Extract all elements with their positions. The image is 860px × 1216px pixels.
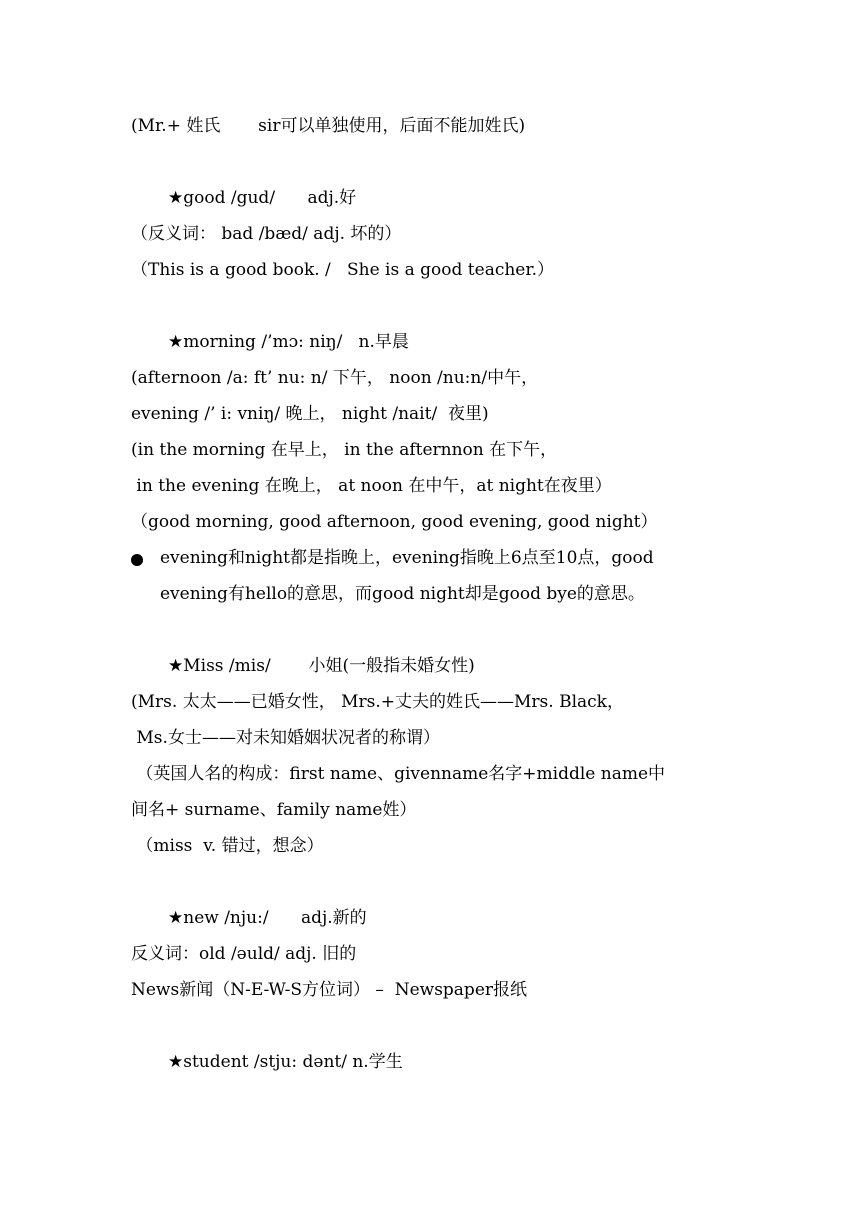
- name-structure-1: （英国人名的构成：first name、givenname名字+middle name中: [131, 764, 666, 784]
- headword-miss: ★Miss /mis/ 小姐(一般指未婚女性): [168, 656, 475, 676]
- news-note: News新闻（N-E-W-S方位词） – Newspaper报纸: [131, 980, 528, 1000]
- mr-note: (Mr.+ 姓氏 sir可以单独使用，后面不能加姓氏): [131, 116, 526, 136]
- greetings-line: （good morning, good afternoon, good evening, good night）: [131, 512, 658, 532]
- headword-student: ★student /stju: dənt/ n.学生: [168, 1052, 403, 1072]
- bullet-note-1: evening和night都是指晚上，evening指晚上6点至10点，good: [160, 548, 654, 568]
- morning-related-1: (afternoon /a: ft’ nu: n/ 下午， noon /nu:n/中午，: [131, 368, 539, 388]
- miss-mrs-note: (Mrs. 太太——已婚女性， Mrs.+丈夫的姓氏——Mrs. Black，: [131, 692, 624, 712]
- morning-phrases-2: in the evening 在晚上， at noon 在中午，at night在夜里）: [131, 476, 612, 496]
- miss-verb-note: （miss v. 错过，想念）: [131, 836, 324, 856]
- new-antonym: 反义词：old /əuld/ adj. 旧的: [131, 944, 357, 964]
- miss-ms-note: Ms.女士——对未知婚姻状况者的称谓）: [131, 728, 440, 748]
- headword-good: ★good /gud/ adj.好: [168, 188, 357, 208]
- headword-morning: ★morning /’mɔ: niŋ/ n.早晨: [168, 332, 409, 352]
- bullet-dot: [131, 554, 143, 566]
- good-antonym: （反义词： bad /bæd/ adj. 坏的）: [131, 224, 402, 244]
- morning-related-2: evening /’ i: vniŋ/ 晚上， night /nait/ 夜里): [131, 404, 489, 424]
- bullet-note-2: evening有hello的意思，而good night却是good bye的意思。: [160, 584, 645, 604]
- headword-new: ★new /nju:/ adj.新的: [168, 908, 367, 928]
- name-structure-2: 间名+ surname、family name姓）: [131, 800, 417, 820]
- morning-phrases-1: (in the morning 在早上， in the afternnon 在下午，: [131, 440, 558, 460]
- good-example: （This is a good book. / She is a good teacher.）: [131, 260, 555, 280]
